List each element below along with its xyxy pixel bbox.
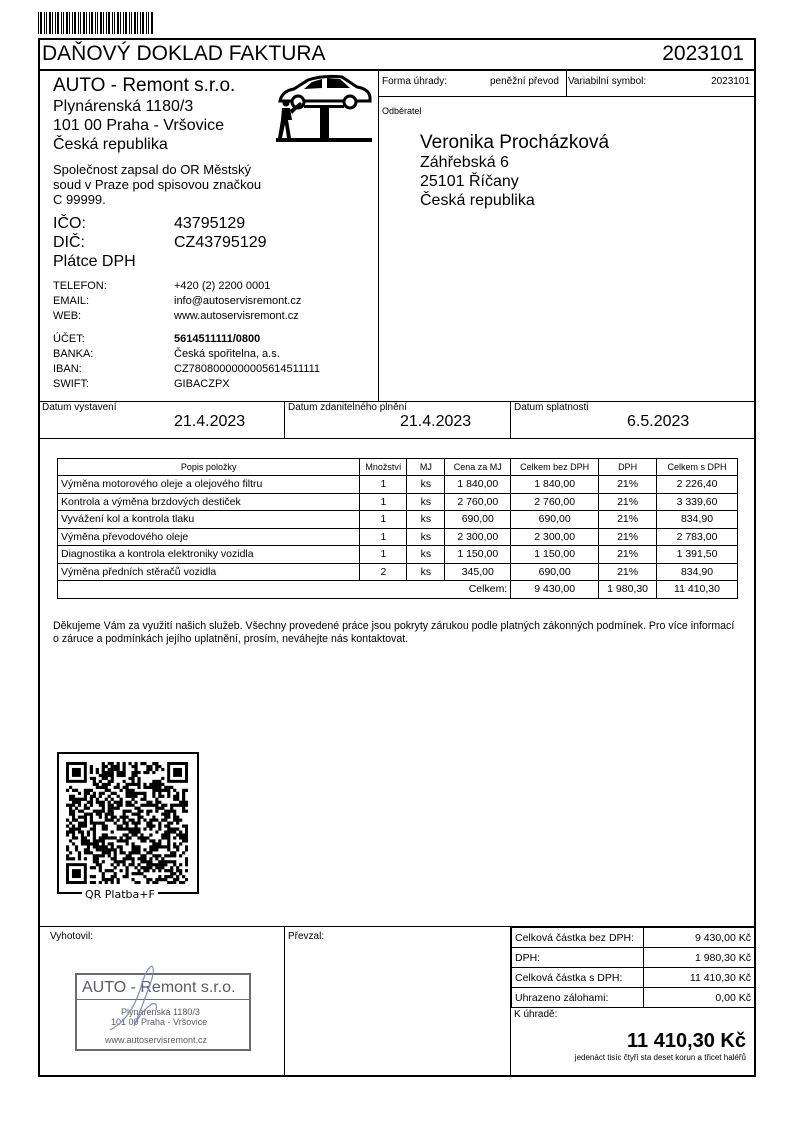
bank-value: Česká spořitelna, a.s.	[174, 348, 280, 360]
taxable-date-label: Datum zdanitelného plnění	[288, 402, 407, 413]
signature	[100, 960, 180, 1040]
item-gross-total: 2 783,00	[657, 528, 738, 546]
supplier-name: AUTO - Remont s.r.o.	[53, 75, 236, 96]
table-row	[58, 511, 738, 529]
web-value: www.autoservisremont.cz	[174, 310, 299, 322]
to-pay-label: K úhradě:	[514, 1009, 558, 1020]
item-vat: 21%	[599, 511, 657, 529]
table-row	[58, 476, 738, 494]
item-net-total: 690,00	[511, 563, 599, 581]
customer-country: Česká republika	[420, 192, 535, 209]
table-row	[58, 546, 738, 564]
item-net-total: 1 840,00	[511, 476, 599, 494]
total-net: 9 430,00	[511, 581, 599, 599]
item-unit: ks	[407, 546, 445, 564]
variable-symbol-label: Variabilní symbol:	[568, 76, 647, 87]
swift-value: GIBACZPX	[174, 378, 230, 390]
summary-value: 9 430,00 Kč	[644, 928, 755, 948]
invoice-number: 2023101	[662, 42, 744, 65]
stamp-street: Plynárenská 1180/3	[121, 1007, 200, 1017]
item-unit: ks	[407, 511, 445, 529]
summary-table	[511, 927, 755, 1008]
item-gross-total: 834,90	[657, 563, 738, 581]
item-quantity: 1	[360, 493, 407, 511]
registration-line-1: Společnost zapsal do OR Městský	[53, 162, 251, 177]
item-unit: ks	[407, 563, 445, 581]
item-gross-total: 834,90	[657, 511, 738, 529]
stamp-city: 101 00 Praha - Vršovice	[111, 1017, 208, 1027]
item-vat: 21%	[599, 563, 657, 581]
item-quantity: 1	[360, 528, 407, 546]
note-line-1: Děkujeme Vám za využití našich služeb. Všechny provedené práce jsou pokryty zárukou podle platných zákonných podmínek. Pro více informací	[53, 620, 735, 632]
customer-label: Odběratel	[382, 106, 422, 116]
summary-label: Celková částka s DPH:	[512, 968, 644, 988]
item-description: Vyvážení kol a kontrola tlaku	[58, 511, 360, 529]
variable-symbol-value: 2023101	[711, 76, 750, 87]
summary-label: Uhrazeno zálohami:	[512, 988, 644, 1008]
header-unit: MJ	[407, 459, 445, 476]
item-net-total: 1 150,00	[511, 546, 599, 564]
supplier-street: Plynárenská 1180/3	[53, 98, 194, 115]
dic-label: DIČ:	[53, 234, 85, 251]
taxable-date: 21.4.2023	[400, 413, 472, 430]
supplier-country: Česká republika	[53, 136, 168, 153]
issue-date-label: Datum vystavení	[42, 402, 117, 413]
item-gross-total: 2 226,40	[657, 476, 738, 494]
item-unit-price: 2 760,00	[445, 493, 511, 511]
issued-by-label: Vyhotovil:	[50, 931, 93, 942]
item-unit: ks	[407, 493, 445, 511]
table-row	[58, 528, 738, 546]
summary-value: 11 410,30 Kč	[644, 968, 755, 988]
header-vat: DPH	[599, 459, 657, 476]
phone-value: +420 (2) 2200 0001	[174, 280, 271, 292]
header-unit-price: Cena za MJ	[445, 459, 511, 476]
summary-row	[512, 928, 755, 948]
item-gross-total: 1 391,50	[657, 546, 738, 564]
header-gross-total: Celkem s DPH	[657, 459, 738, 476]
item-unit: ks	[407, 528, 445, 546]
issue-date: 21.4.2023	[174, 413, 246, 430]
item-gross-total: 3 339,60	[657, 493, 738, 511]
item-quantity: 1	[360, 546, 407, 564]
qr-caption: QR Platba+F	[82, 888, 158, 901]
item-unit-price: 2 300,00	[445, 528, 511, 546]
item-vat: 21%	[599, 476, 657, 494]
item-net-total: 2 760,00	[511, 493, 599, 511]
items-table	[57, 458, 738, 599]
customer-name: Veronika Procházková	[420, 132, 610, 153]
supplier-city: 101 00 Praha - Vršovice	[53, 117, 225, 134]
item-quantity: 1	[360, 511, 407, 529]
item-quantity: 1	[360, 476, 407, 494]
email-label: EMAIL:	[53, 295, 90, 307]
payment-method-value: peněžní převod	[490, 76, 559, 87]
summary-label: Celková částka bez DPH:	[512, 928, 644, 948]
ico-label: IČO:	[53, 215, 86, 232]
bank-label: BANKA:	[53, 348, 94, 360]
item-unit-price: 1 150,00	[445, 546, 511, 564]
summary-row	[512, 988, 755, 1008]
to-pay-words: jedenáct tisíc čtyři sta deset korun a třicet haléřů	[574, 1053, 746, 1062]
item-description: Výměna předních stěračů vozidla	[58, 563, 360, 581]
note-line-2: o záruce a podmínkách jejího uplatnění, prosím, neváhejte nás kontaktovat.	[53, 633, 409, 645]
header-quantity: Množství	[360, 459, 407, 476]
item-vat: 21%	[599, 528, 657, 546]
table-row	[58, 563, 738, 581]
iban-label: IBAN:	[53, 363, 82, 375]
item-description: Kontrola a výměna brzdových destiček	[58, 493, 360, 511]
document-title: DAŇOVÝ DOKLAD FAKTURA	[42, 42, 326, 65]
iban-value: CZ7808000000005614511111	[174, 363, 320, 375]
total-vat: 1 980,30	[599, 581, 657, 599]
item-description: Výměna převodového oleje	[58, 528, 360, 546]
item-description: Diagnostika a kontrola elektroniky vozidla	[58, 546, 360, 564]
car-mechanic-logo	[274, 72, 374, 144]
qr-code	[66, 762, 188, 884]
due-date-label: Datum splatnosti	[514, 402, 589, 413]
to-pay-amount: 11 410,30 Kč	[627, 1030, 746, 1052]
summary-value: 1 980,30 Kč	[644, 948, 755, 968]
item-description: Výměna motorového oleje a olejového filtru	[58, 476, 360, 494]
item-net-total: 690,00	[511, 511, 599, 529]
ico-value: 43795129	[174, 215, 246, 232]
phone-label: TELEFON:	[53, 280, 107, 292]
item-unit-price: 1 840,00	[445, 476, 511, 494]
payment-method-label: Forma úhrady:	[382, 76, 448, 87]
item-unit: ks	[407, 476, 445, 494]
swift-label: SWIFT:	[53, 378, 90, 390]
header-net-total: Celkem bez DPH	[511, 459, 599, 476]
stamp-name: AUTO - Remont s.r.o.	[82, 979, 236, 996]
stamp-web: www.autoservisremont.cz	[105, 1035, 208, 1045]
items-header-row	[58, 459, 738, 476]
account-label: ÚČET:	[53, 333, 85, 345]
customer-street: Záhřebská 6	[420, 154, 509, 171]
web-label: WEB:	[53, 310, 82, 322]
item-quantity: 2	[360, 563, 407, 581]
summary-row	[512, 948, 755, 968]
summary-label: DPH:	[512, 948, 644, 968]
customer-city: 25101 Říčany	[420, 173, 519, 190]
received-by-label: Převzal:	[288, 931, 325, 942]
due-date: 6.5.2023	[627, 413, 690, 430]
item-vat: 21%	[599, 546, 657, 564]
item-vat: 21%	[599, 493, 657, 511]
barcode	[38, 12, 156, 34]
total-gross: 11 410,30	[657, 581, 738, 599]
item-unit-price: 690,00	[445, 511, 511, 529]
dic-value: CZ43795129	[174, 234, 267, 251]
vat-payer: Plátce DPH	[53, 253, 136, 270]
registration-line-2: soud v Praze pod spisovou značkou	[53, 177, 262, 192]
header-description: Popis položky	[58, 459, 360, 476]
table-row	[58, 493, 738, 511]
items-total-row	[58, 581, 738, 599]
email-value: info@autoservisremont.cz	[174, 295, 302, 307]
registration-line-3: C 99999.	[53, 192, 106, 207]
summary-value: 0,00 Kč	[644, 988, 755, 1008]
account-value: 5614511111/0800	[174, 333, 261, 345]
summary-row	[512, 968, 755, 988]
total-label: Celkem:	[58, 581, 511, 599]
item-unit-price: 345,00	[445, 563, 511, 581]
item-net-total: 2 300,00	[511, 528, 599, 546]
